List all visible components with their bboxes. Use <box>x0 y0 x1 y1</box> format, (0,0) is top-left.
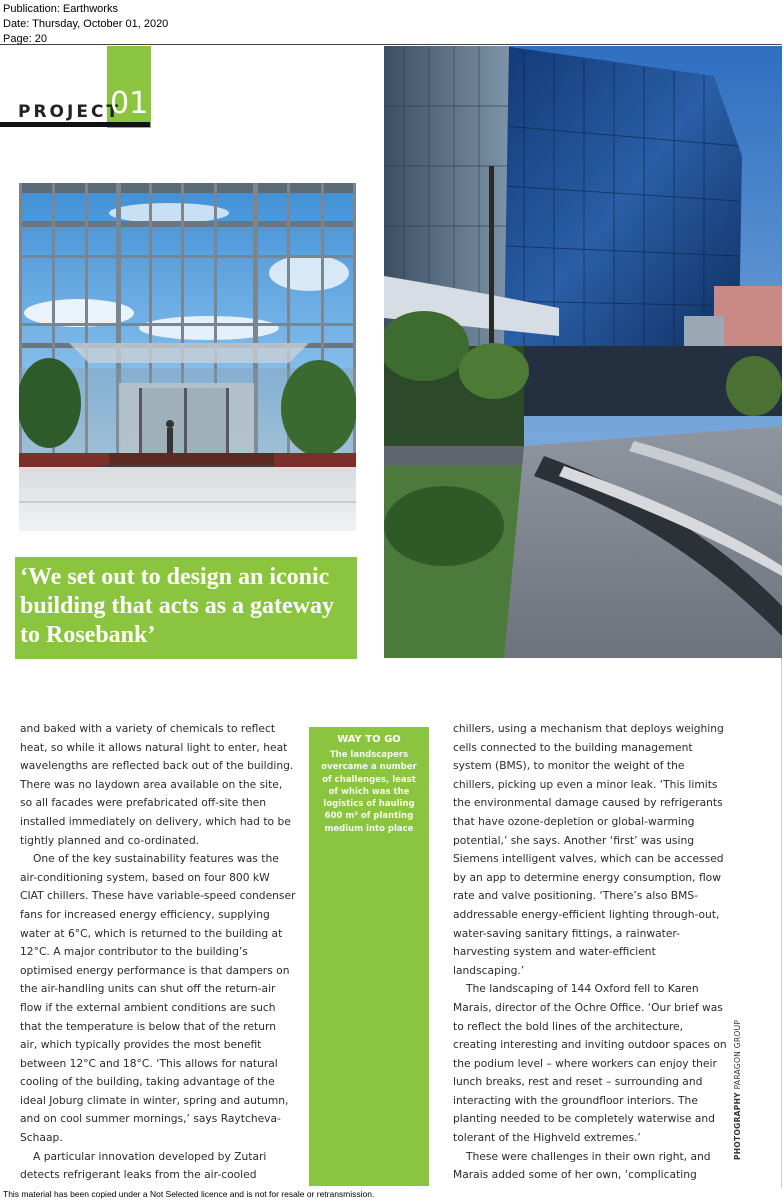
article-paragraph: and baked with a variety of chemicals to reflect heat, so while it allows natural light to enter, heat wavelengths are reflected back out of the building. There was no laydown area available on the site, so all facades were prefabricated off-site then installed immediately on delivery, which had to be tightly planned and co-ordinated. <box>20 722 294 847</box>
photo-credit-name: PARAGON GROUP <box>733 1019 742 1090</box>
article-paragraph: chillers, using a mechanism that deploys weighing cells connected to the building management system (BMS), to monitor the weight of the chillers, picking up even a minor leak. ‘This limits the environmental damage caused by refrigerants that have ozone-depletion or global-warming potential,’ she says. Another ‘first’ was using Siemens intelligent valves, which can be accessed by an app to determine energy consumption, flow rate and valve positioning. ‘There’s also BMS-addressable energy-efficient lighting through-out, water-saving sanitary fittings, a rainwater-harvesting system and water-efficient landscaping.’ <box>453 722 724 977</box>
publication-page: Page: 20 <box>3 33 48 45</box>
article-column-left <box>20 720 296 1185</box>
article-column-right <box>453 720 729 1185</box>
section-rule <box>0 122 150 127</box>
article-paragraph: A particular innovation developed by Zutari detects refrigerant leaks from the air-cooled <box>20 1149 267 1182</box>
photo-credit-label: PHOTOGRAPHY <box>733 1092 742 1160</box>
building-exterior-photo <box>384 46 782 658</box>
section-label: PROJECT <box>18 102 122 122</box>
article-paragraph: One of the key sustainability features was the air-conditioning system, based on four 800 kW CIAT chillers. These have variable-speed condenser fans for increased energy efficiency, supplying water at 6°C, which is returned to the building at 12°C. A major contributor to the building’s optimised energy performance is that dampers on the air-handling units can shut off the return-air flow if the external ambient conditions are such that the temperature is below that of the return air, which typically provides the most benefit between 12°C and 18°C. ‘This allows for natural cooling of the building, taking advantage of the ideal Joburg climate in winter, spring and autumn, and on cool summer mornings,’ says Raytcheva-Schaap. <box>20 852 296 1145</box>
photo-credit <box>733 1020 742 1160</box>
pull-quote: ‘We set out to design an iconic building that acts as a gateway to Rosebank’ <box>20 564 335 648</box>
lobby-entrance-photo <box>19 183 356 531</box>
article-paragraph: These were challenges in their own right, and Marais added some of her own, ‘complicating <box>453 1149 711 1182</box>
sidebar-body: The landscapers overcame a number of challenges, least of which was the logistics of hauling 600 m³ of planting medium into place <box>321 750 417 834</box>
article-paragraph: The landscaping of 144 Oxford fell to Karen Marais, director of the Ochre Office. ‘Our brief was to reflect the bold lines of the architecture, creating interesting and inviting outdoor spaces on the podium level – where workers can enjoy their lunch breaks, rest and reset – surrounding and interacting with the groundfloor interiors. The planting needed to be completely waterwise and tolerant of the Highveld extremes.’ <box>453 982 727 1145</box>
sidebar-heading: WAY TO GO <box>337 734 401 745</box>
publication-date: Date: Thursday, October 01, 2020 <box>3 18 169 30</box>
publication-meta <box>3 2 168 47</box>
section-number: 01 <box>110 86 149 121</box>
publication-name: Publication: Earthworks <box>3 3 118 15</box>
licence-footer: This material has been copied under a Not Selected licence and is not for resale or retransmission. <box>3 1189 375 1199</box>
